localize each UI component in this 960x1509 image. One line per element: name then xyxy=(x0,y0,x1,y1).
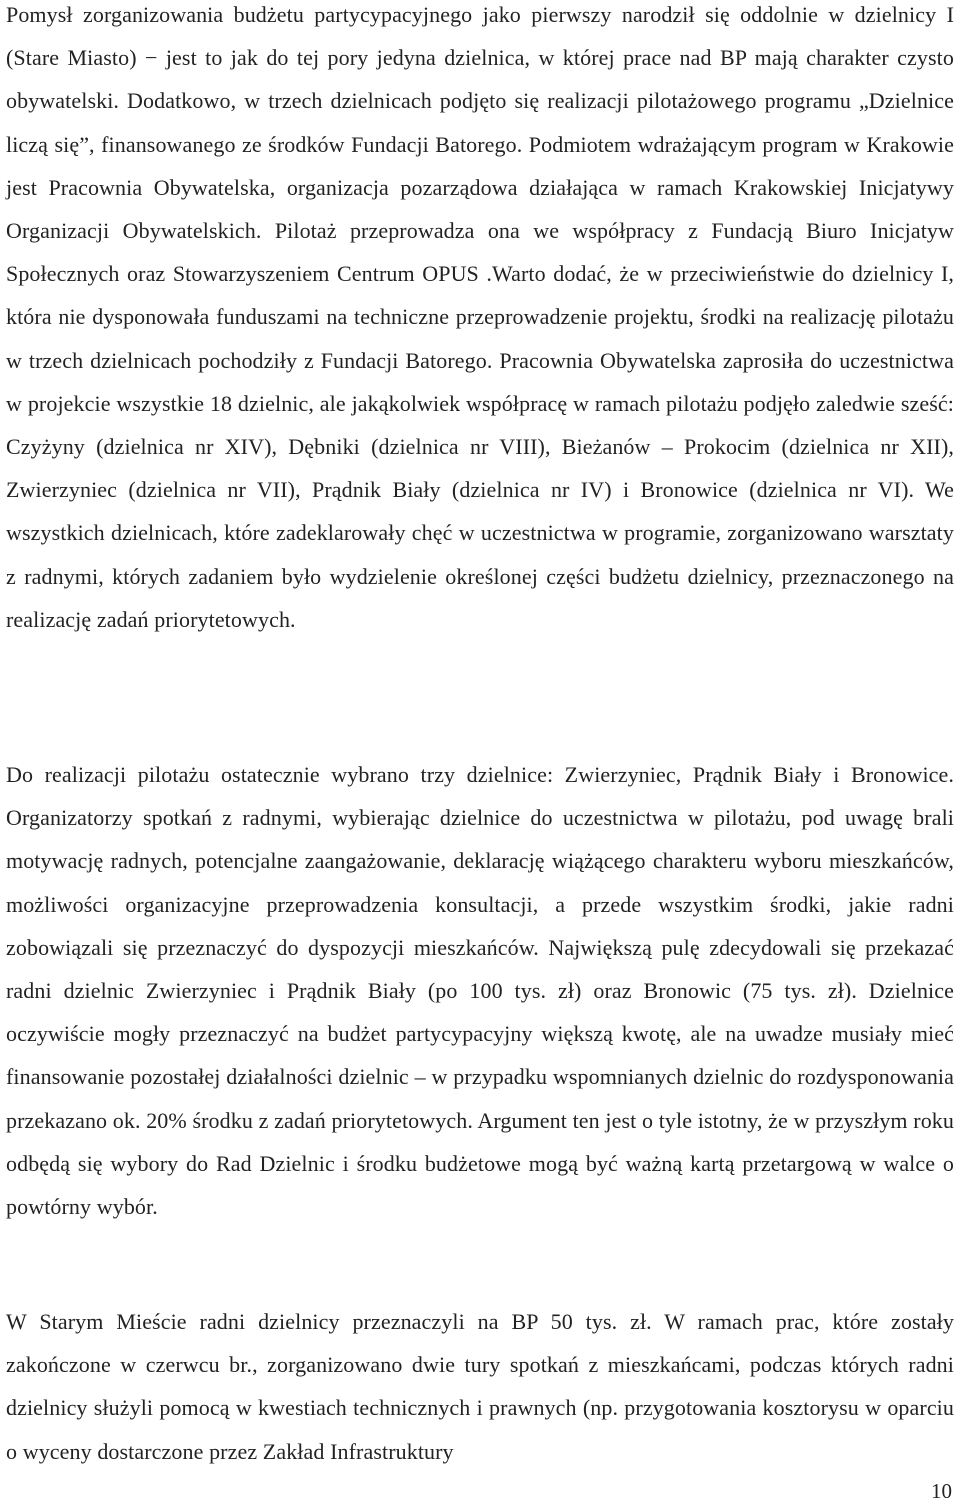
paragraph-intro: Pomysł zorganizowania budżetu partycypacyjnego jako pierwszy narodził się oddolnie w dzielnicy I (Stare Miasto) − jest to jak do tej pory jedyna dzielnica, w której prace nad BP mają charakter czysto obywatelski. Dodatkowo, w trzech dzielnicach podjęto się realizacji pilotażowego programu „Dzielnice liczą się”, finansowanego ze środków Fundacji Batorego. Podmiotem wdrażającym program w Krakowie jest Pracownia Obywatelska, organizacja pozarządowa działająca w ramach Krakowskiej Inicjatywy Organizacji Obywatelskich. Pilotaż przeprowadza ona we współpracy z Fundacją Biuro Inicjatyw Społecznych oraz Stowarzyszeniem Centrum OPUS .Warto dodać, że w przeciwieństwie do dzielnicy I, która nie dysponowała funduszami na techniczne przeprowadzenie projektu, środki na realizację pilotażu w trzech dzielnicach pochodziły z Fundacji Batorego. Pracownia Obywatelska zaprosiła do uczestnictwa w projekcie wszystkie 18 dzielnic, ale jakąkolwiek współpracę w ramach pilotażu podjęło zaledwie sześć: Czyżyny (dzielnica nr XIV), Dębniki (dzielnica nr VIII), Bieżanów – Prokocim (dzielnica nr XII), Zwierzyniec (dzielnica nr VII), Prądnik Biały (dzielnica nr IV) i Bronowice (dzielnica nr VI). We wszystkich dzielnicach, które zadeklarowały chęć w uczestnictwa w programie, zorganizowano warsztaty z radnymi, których zadaniem było wydzielenie określonej części budżetu dzielnicy, przeznaczonego na realizację zadań priorytetowych. xyxy=(6,2,954,632)
paragraph-stare-miasto: W Starym Mieście radni dzielnicy przeznaczyli na BP 50 tys. zł. W ramach prac, które zostały zakończone w czerwcu br., zorganizowano dwie tury spotkań z mieszkańcami, podczas których radni dzielnicy służyli pomocą w kwestiach technicznych i prawnych (np. przygotowania kosztorysu w oparciu o wyceny dostarczone przez Zakład Infrastruktury xyxy=(6,1309,954,1464)
page-number: 10 xyxy=(931,1479,952,1503)
paragraph-selection: Do realizacji pilotażu ostatecznie wybrano trzy dzielnice: Zwierzyniec, Prądnik Biały i Bronowice. Organizatorzy spotkań z radnymi, wybierając dzielnice do uczestnictwa w pilotażu, pod uwagę brali motywację radnych, potencjalne zaangażowanie, deklarację wiążącego charakteru wyboru mieszkańców, możliwości organizacyjne przeprowadzenia konsultacji, a przede wszystkim środki, jakie radni zobowiązali się przeznaczyć do dyspozycji mieszkańców. Największą pulę zdecydowali się przekazać radni dzielnic Zwierzyniec i Prądnik Biały (po 100 tys. zł) oraz Bronowic (75 tys. zł). Dzielnice oczywiście mogły przeznaczyć na budżet partycypacyjny większą kwotę, ale na uwadze musiały mieć finansowanie pozostałej działalności dzielnic – w przypadku wspomnianych dzielnic do rozdysponowania przekazano ok. 20% środku z zadań priorytetowych. Argument ten jest o tyle istotny, że w przyszłym roku odbędą się wybory do Rad Dzielnic i środku budżetowe mogą być ważną kartą przetargową w walce o powtórny wybór. xyxy=(6,762,954,1220)
